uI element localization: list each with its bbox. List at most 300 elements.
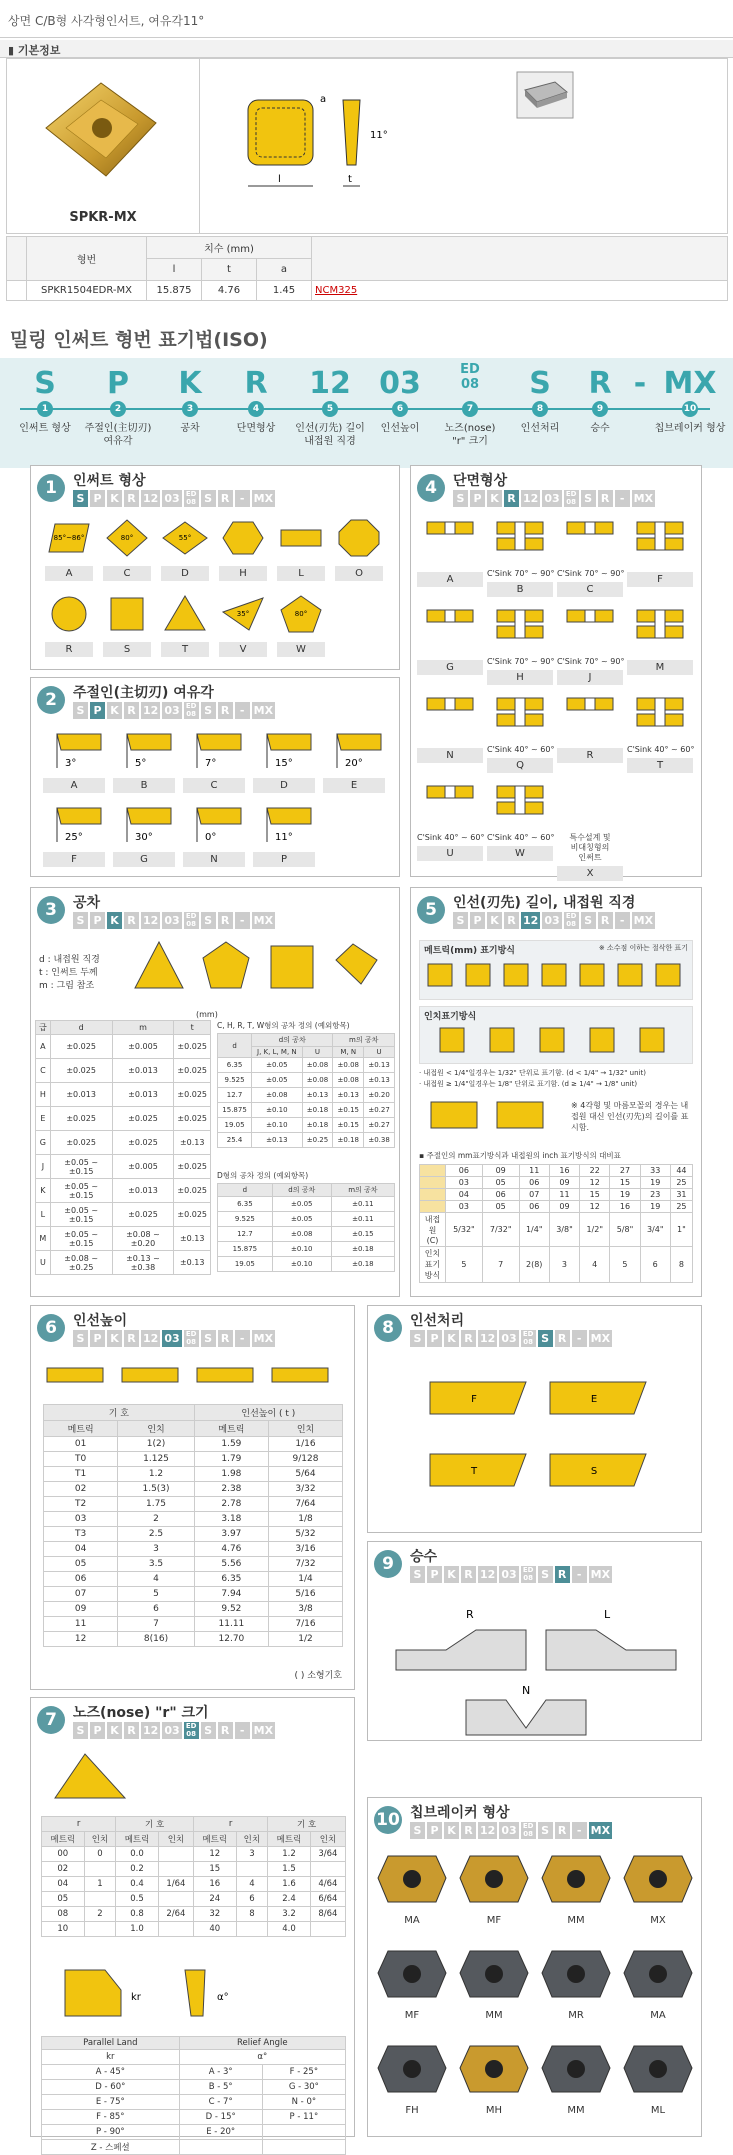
section-letter: B: [487, 582, 553, 597]
table3-title: D형의 공차 정의 (예외항목): [217, 1171, 309, 1180]
cell: A - 3°: [179, 2065, 262, 2080]
col-subheader: 인치: [236, 1832, 268, 1847]
shape-letter: V: [219, 642, 267, 657]
section-q: [487, 692, 553, 773]
legend-line: t : 인써트 두께: [39, 968, 98, 978]
cell: 15.875: [218, 1242, 273, 1257]
section-note: C'Sink 70° ~ 90°: [557, 657, 625, 666]
cell: 06: [446, 1165, 483, 1177]
section-w: [487, 780, 553, 861]
code-chip: S: [538, 1566, 553, 1583]
cell: 1: [84, 1877, 116, 1892]
spec-col-model: 형번: [27, 237, 147, 281]
cell: D - 60°: [42, 2080, 180, 2095]
relief-icon: [253, 728, 315, 772]
cell: 04: [42, 1877, 85, 1892]
shape-t: [161, 592, 209, 657]
cell: 2.4: [268, 1892, 311, 1907]
code-chip: MX: [253, 1724, 274, 1737]
section-icon: [557, 516, 623, 566]
section-a: [417, 516, 483, 587]
note-line: · 내접원 ≥ 1/4"일경우는 1/8" 단위로 표기함. (d ≥ 1/4" → 1/8" unit): [419, 1080, 638, 1088]
cell: ±0.11: [331, 1212, 394, 1227]
cell: 6.35: [218, 1197, 273, 1212]
cell: ±0.13: [174, 1131, 211, 1155]
chip-label: FH: [405, 2105, 419, 2116]
panel-title: 인선(刃先) 길이, 내접원 직경: [453, 895, 636, 911]
code-chip: 03: [164, 492, 180, 505]
section-h: [487, 604, 553, 685]
product-image-box: [6, 58, 200, 234]
cell: 9.52: [194, 1602, 268, 1617]
cell: 12.7: [218, 1088, 252, 1103]
code-chip: -: [572, 1822, 587, 1839]
relief-angle: 3°: [65, 758, 77, 769]
section-letter: R: [557, 748, 623, 763]
cell: ±0.10: [272, 1242, 331, 1257]
nose-radius-table: [41, 1816, 346, 1937]
cell: 2.38: [194, 1482, 268, 1497]
spec-a: 1.45: [257, 281, 312, 301]
col-header: r: [42, 1817, 116, 1832]
cell: 5.56: [194, 1557, 268, 1572]
chip-label: MX: [650, 1915, 666, 1926]
chipbreaker-fh: [372, 2038, 452, 2116]
shape-cell: [420, 1177, 446, 1189]
col-header: d: [218, 1184, 273, 1197]
cell: ±0.13: [364, 1073, 395, 1088]
table-row: [42, 2140, 346, 2155]
table-row: [44, 1452, 343, 1467]
cell: 09: [482, 1165, 519, 1177]
section-letter: M: [627, 660, 693, 675]
table-row: [42, 2080, 346, 2095]
section-icon: [627, 516, 693, 566]
code-chip: R: [598, 490, 613, 507]
cell: ±0.05: [272, 1197, 331, 1212]
table-row: [36, 1107, 211, 1131]
table-row: [42, 2125, 346, 2140]
cell: ±0.38: [364, 1133, 395, 1148]
cell: T1: [44, 1467, 118, 1482]
panel-title: 인써트 형상: [73, 473, 146, 489]
iso-index: 4: [248, 401, 264, 417]
table-row: [42, 1817, 346, 1832]
chip-label: MM: [567, 1915, 585, 1926]
table-row: [36, 1083, 211, 1107]
grade-link[interactable]: NCM325: [315, 285, 358, 296]
cell: 6: [118, 1602, 194, 1617]
relief-angle: 25°: [65, 832, 83, 843]
shape-icon: [219, 592, 267, 636]
tolerance-table-2: [217, 1033, 395, 1148]
chip-image: [536, 2038, 616, 2100]
cell: 12.70: [194, 1632, 268, 1647]
chipbreaker-mf: [372, 1943, 452, 2021]
code-chip: P: [90, 490, 105, 507]
code-chip: 12: [143, 1332, 159, 1345]
code-chip: S: [453, 912, 468, 929]
cell: P - 11°: [262, 2110, 345, 2125]
code-chip: -: [235, 1722, 250, 1739]
spec-sub-t: t: [202, 259, 257, 281]
col-subheader: U: [364, 1047, 395, 1058]
code-chip: 12: [143, 1724, 159, 1737]
cell: 4/64: [310, 1877, 345, 1892]
table-row: [42, 1847, 346, 1862]
chip-image: [372, 1848, 452, 1910]
cell: ±0.08: [302, 1073, 333, 1088]
cell: 19.05: [218, 1257, 273, 1272]
cell: J: [36, 1155, 51, 1179]
table2-title: C, H, R, T, W형의 공차 정의 (예외항목): [217, 1021, 350, 1030]
table-row: [44, 1587, 343, 1602]
cell: ±0.13: [333, 1088, 364, 1103]
panel-title: 노즈(nose) "r" 크기: [73, 1705, 209, 1721]
col-header: 인선높이 ( t ): [194, 1405, 342, 1421]
code-chip: S: [581, 912, 596, 929]
code-chip: -: [235, 490, 250, 507]
code-chip: MX: [633, 914, 654, 927]
cell: 6/64: [310, 1892, 345, 1907]
relief-icon: [183, 728, 245, 772]
panel-edge-height: [30, 1305, 355, 1690]
code-chip: S: [201, 1330, 216, 1347]
code-chip: K: [107, 1330, 122, 1347]
cell: [262, 2140, 345, 2155]
section-letter: J: [557, 670, 623, 685]
table-row: [218, 1073, 395, 1088]
table-row: [42, 2110, 346, 2125]
shape-icon: [103, 592, 151, 636]
cell: ±0.005: [112, 1155, 174, 1179]
code-chip: P: [470, 912, 485, 929]
hand-n: N: [522, 1684, 531, 1697]
inch-box: [419, 1006, 693, 1064]
cell: 03: [446, 1177, 483, 1189]
chip-label: MM: [485, 2010, 503, 2021]
col-subheader: 메트릭: [194, 1421, 268, 1437]
cell: α°: [179, 2050, 345, 2065]
table-row: [218, 1212, 395, 1227]
cell: 8/64: [310, 1907, 345, 1922]
iso-label: 칩브레이커 형상: [654, 423, 726, 434]
relief-d: [253, 728, 315, 793]
col-subheader: 인치: [310, 1832, 345, 1847]
iso-letter: ED 08: [460, 362, 480, 392]
chipbreaker-mm: [536, 2038, 616, 2116]
code-strip: [73, 912, 275, 929]
special-note: ※ 4각형 및 마름모꼴의 경우는 내접원 대신 인선(刃先)의 길이를 표시함.: [571, 1101, 689, 1132]
cell: [310, 1862, 345, 1877]
cell: 8: [236, 1907, 268, 1922]
section-letter: X: [557, 866, 623, 881]
edge-height-table: [43, 1404, 343, 1647]
col-subheader: 메트릭: [44, 1421, 118, 1437]
cell: 3/4": [640, 1213, 670, 1247]
code-chip: K: [487, 490, 502, 507]
cell: 12: [580, 1201, 610, 1213]
spec-table: [6, 236, 728, 301]
code-chip: P: [470, 490, 485, 507]
table-row: [42, 1892, 346, 1907]
section-title-text: 기본정보: [17, 44, 61, 57]
iso-letter: 03: [379, 366, 421, 401]
cell: 3/64: [310, 1847, 345, 1862]
table-row: [42, 1862, 346, 1877]
code-chip: ED 08: [184, 1330, 199, 1347]
shape-letter: C: [103, 566, 151, 581]
cell: 3: [118, 1542, 194, 1557]
cell: ±0.025: [174, 1155, 211, 1179]
relief-icon: [113, 802, 175, 846]
cell: 19: [640, 1201, 670, 1213]
table-row: [44, 1572, 343, 1587]
table-row: [36, 1131, 211, 1155]
table-row: [420, 1177, 693, 1189]
code-chip: P: [427, 1330, 442, 1347]
code-strip: [73, 490, 275, 507]
code-strip: [410, 1330, 612, 1347]
cell: ±0.025: [174, 1083, 211, 1107]
treatment-letter: T: [470, 1466, 478, 1477]
code-chip: R: [124, 912, 139, 929]
cell: 1.2: [268, 1847, 311, 1862]
table-row: [36, 1059, 211, 1083]
section-r: [557, 692, 623, 763]
section-note: 특수설계 및 비대칭형의 인써트: [569, 833, 611, 862]
shape-cell: [420, 1165, 446, 1177]
shape-letter: W: [277, 642, 325, 657]
panel-number: 6: [37, 1314, 65, 1342]
panel-chipbreaker: [367, 1797, 702, 2137]
relief-angle: 15°: [275, 758, 293, 769]
code-chip: R: [598, 912, 613, 929]
code-chip: R: [218, 490, 233, 507]
treatment-f: [428, 1378, 538, 1418]
cell: ±0.08: [272, 1227, 331, 1242]
code-chip: S: [201, 490, 216, 507]
col-subheader: J, K, L, M, N: [252, 1047, 302, 1058]
panel-number: 10: [374, 1806, 402, 1834]
cell: 7/64: [269, 1497, 343, 1512]
cell: ±0.10: [252, 1118, 302, 1133]
col-header: 급: [36, 1021, 51, 1035]
iso-label: 인선높이: [380, 423, 420, 434]
section-letter: U: [417, 846, 483, 861]
shape-icon: [161, 516, 209, 560]
code-chip: MX: [590, 1332, 611, 1345]
table-row: [218, 1058, 395, 1073]
cell: [236, 1862, 268, 1877]
cell: M: [36, 1227, 51, 1251]
cell: 2(8): [519, 1247, 549, 1283]
cell: ±0.18: [302, 1103, 333, 1118]
shape-letter: D: [161, 566, 209, 581]
treatment-s: [548, 1450, 658, 1490]
code-chip: K: [444, 1330, 459, 1347]
section-letter: T: [627, 758, 693, 773]
cell: 27: [610, 1165, 640, 1177]
col-subheader: 메트릭: [116, 1832, 159, 1847]
cell: L: [36, 1203, 51, 1227]
table-row: [218, 1088, 395, 1103]
chip-image: [618, 2038, 698, 2100]
table-row: [44, 1527, 343, 1542]
cell: 4.76: [194, 1542, 268, 1557]
cell: 22: [580, 1165, 610, 1177]
code-chip: P: [90, 1722, 105, 1739]
cell: ±0.05 ~ ±0.15: [50, 1227, 112, 1251]
cell: ±0.18: [331, 1242, 394, 1257]
code-chip: P: [90, 1330, 105, 1347]
chipbreaker-ma: [618, 1943, 698, 2021]
cell: C: [36, 1059, 51, 1083]
cell: ±0.08: [333, 1058, 364, 1073]
col-header: Parallel Land: [42, 2037, 180, 2050]
cell: T0: [44, 1452, 118, 1467]
cell: G: [36, 1131, 51, 1155]
cell: 02: [42, 1862, 85, 1877]
cell: 19: [610, 1189, 640, 1201]
cell: 1.0: [116, 1922, 159, 1937]
chipbreaker-mr: [536, 1943, 616, 2021]
spec-sub-a: a: [257, 259, 312, 281]
relief-angle: 20°: [345, 758, 363, 769]
cell: [310, 1922, 345, 1937]
section-icon: [627, 604, 693, 654]
iso-letter: P: [107, 366, 129, 401]
cell: 3/16: [269, 1542, 343, 1557]
product-name: SPKR-MX: [69, 210, 137, 225]
cell: 8: [670, 1247, 692, 1283]
relief-f: [43, 802, 105, 867]
cell: ±0.05 ~ ±0.15: [50, 1203, 112, 1227]
relief-letter: G: [113, 852, 175, 867]
cell: 4: [580, 1247, 610, 1283]
cell: 15: [193, 1862, 236, 1877]
cell: P - 90°: [42, 2125, 180, 2140]
cell: 04: [44, 1542, 118, 1557]
iso-label: 단면형상: [236, 423, 276, 434]
cell: 44: [670, 1165, 692, 1177]
cell: ±0.05: [252, 1073, 302, 1088]
section-icon: [487, 604, 553, 654]
cell: 5/16: [269, 1587, 343, 1602]
shape-icon: [277, 592, 325, 636]
cell: E - 20°: [179, 2125, 262, 2140]
relief-icon: [253, 802, 315, 846]
panel-edge-length: [410, 887, 702, 1297]
code-chip: R: [218, 1330, 233, 1347]
metric-note: ※ 소수점 이하는 절삭한 표기: [598, 944, 688, 952]
section-icon: [557, 780, 623, 830]
cell: [179, 2140, 262, 2155]
chip-label: MH: [485, 2105, 503, 2116]
section-icon: [487, 780, 553, 830]
table-row: [36, 1035, 211, 1059]
chip-label: MA: [650, 2010, 666, 2021]
relief-letter: C: [183, 778, 245, 793]
code-chip: -: [572, 1330, 587, 1347]
code-chip: K: [487, 912, 502, 929]
shape-icon: [335, 516, 383, 560]
cell: 1/8: [269, 1512, 343, 1527]
cell: [158, 1922, 193, 1937]
shape-h: [219, 516, 267, 581]
relief-b: [113, 728, 175, 793]
relief-angle: 7°: [205, 758, 217, 769]
cell: 4: [236, 1877, 268, 1892]
code-strip: [410, 1822, 612, 1839]
page-header: 상면 C/B형 사각형인서트, 여유각11°: [0, 0, 733, 38]
iso-letter: K: [178, 366, 202, 401]
angle-label: 85°~86°: [53, 534, 85, 542]
code-chip: S: [581, 490, 596, 507]
code-chip: R: [218, 912, 233, 929]
code-chip: -: [615, 912, 630, 929]
cell: 0: [84, 1847, 116, 1862]
cell: 3.97: [194, 1527, 268, 1542]
cell: 15: [610, 1177, 640, 1189]
cell: kr: [42, 2050, 180, 2065]
cell: 6: [640, 1247, 670, 1283]
section-icon: [417, 692, 483, 742]
table-row: [44, 1557, 343, 1572]
shape-icon: [103, 516, 151, 560]
shape-icon: [45, 592, 93, 636]
dim-t: t: [348, 174, 352, 185]
cell: 08: [42, 1907, 85, 1922]
tolerance-table-3: [217, 1183, 395, 1272]
table-row: [42, 1922, 346, 1937]
table-row: [218, 1257, 395, 1272]
code-strip: [410, 1566, 612, 1583]
cell: 0.2: [116, 1862, 159, 1877]
cell: G - 30°: [262, 2080, 345, 2095]
panel-insert-shape: [30, 465, 400, 670]
panel-tolerance: [30, 887, 400, 1297]
table-row: [36, 1203, 211, 1227]
table-row: [218, 1184, 395, 1197]
cell: 40: [193, 1922, 236, 1937]
shape-icon: [277, 516, 325, 560]
code-chip: S: [538, 1822, 553, 1839]
section-icon: [417, 516, 483, 566]
cell: 0.0: [116, 1847, 159, 1862]
cell: 2: [118, 1512, 194, 1527]
iso-index: 1: [37, 401, 53, 417]
cell: 1.125: [118, 1452, 194, 1467]
cell: 5: [118, 1587, 194, 1602]
angle-label: 80°: [120, 534, 134, 542]
col-header: d의 공차: [272, 1184, 331, 1197]
cell: ±0.025: [174, 1107, 211, 1131]
col-subheader: 인치: [84, 1832, 116, 1847]
section-letter: G: [417, 660, 483, 675]
col-header: d: [218, 1034, 252, 1058]
treatment-letter: S: [590, 1466, 598, 1477]
spec-col-grade: [312, 237, 728, 281]
relief-icon: [323, 728, 385, 772]
section-icon: [487, 516, 553, 566]
edge-height-drawings: [41, 1358, 341, 1398]
dim-a: a: [320, 94, 327, 105]
unit-label: (mm): [196, 1010, 218, 1019]
cell: 09: [44, 1602, 118, 1617]
table-row: [42, 1877, 346, 1892]
table-row: [218, 1197, 395, 1212]
